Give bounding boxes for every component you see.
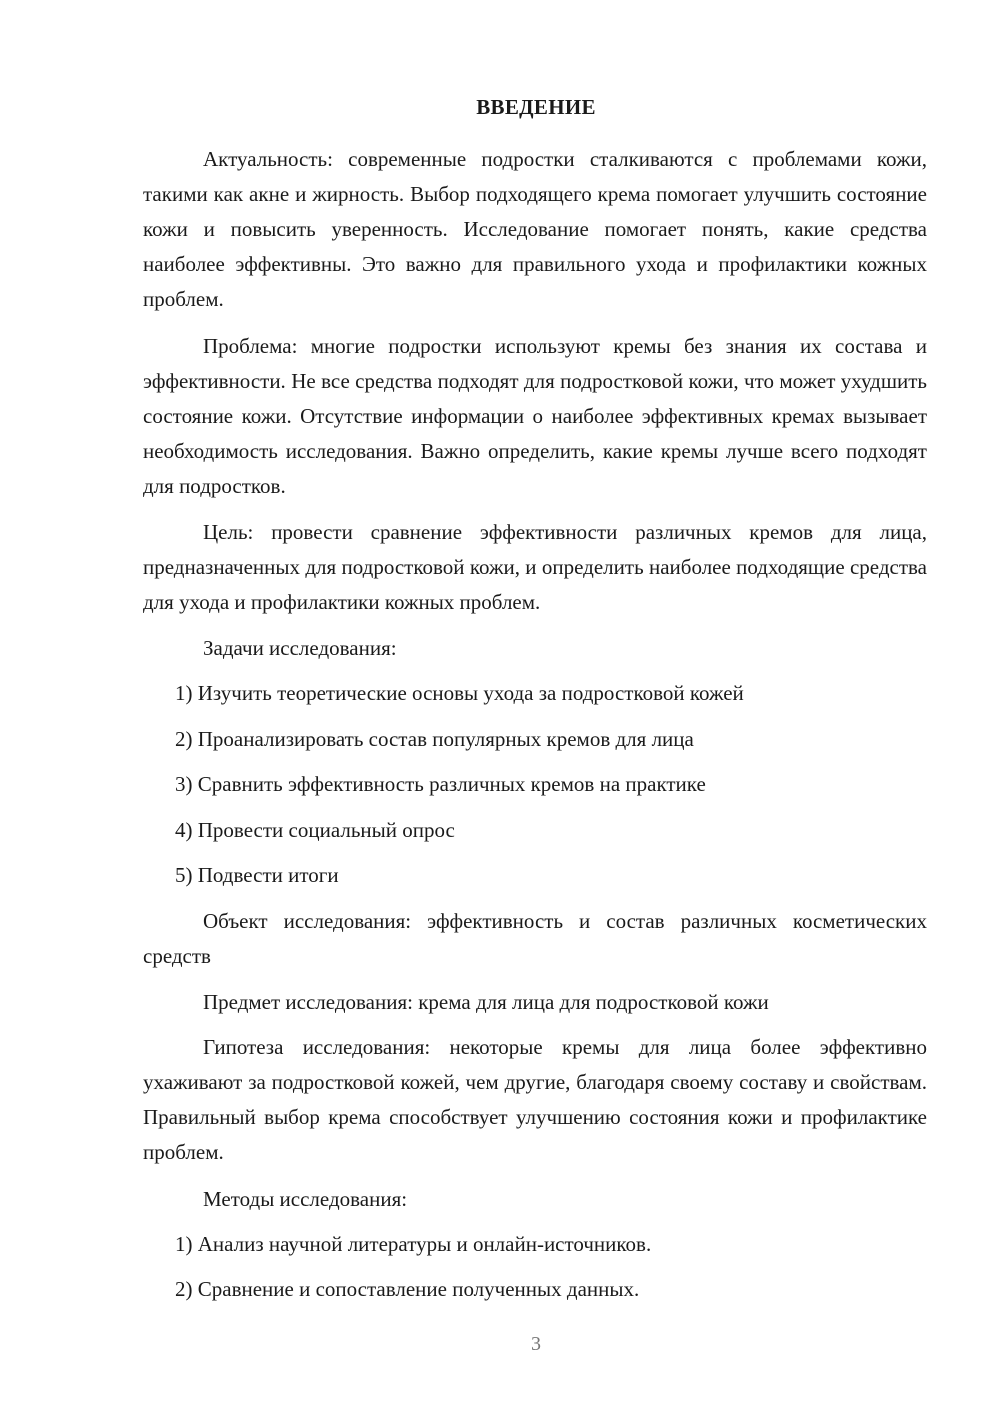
task-item: 3) Сравнить эффективность различных кремов на практике [175, 772, 706, 796]
paragraph-object: Объект исследования: эффективность и состав различных косметических средств [143, 909, 927, 968]
section-heading: ВВЕДЕНИЕ [476, 95, 596, 119]
task-item: 1) Изучить теоретические основы ухода за подростковой кожей [175, 681, 744, 705]
paragraph-problem: Проблема: многие подростки используют кремы без знания их состава и эффективности. Не все средства подходят для подростковой кожи, что может ухудшить состояние кожи. Отсутствие информации о наиболее эффективных кремах вызывает необходимость исследования. Важно определить, какие кремы лучше всего подходят для подростков. [143, 334, 927, 498]
paragraph-goal: Цель: провести сравнение эффективности различных кремов для лица, предназначенных для подростковой кожи, и определить наиболее подходящие средства для ухода и профилактики кожных проблем. [143, 520, 927, 614]
method-item: 2) Сравнение и сопоставление полученных данных. [175, 1277, 640, 1301]
page-number: 3 [531, 1333, 541, 1355]
paragraph-relevance: Актуальность: современные подростки сталкиваются с проблемами кожи, такими как акне и жирность. Выбор подходящего крема помогает улучшить состояние кожи и повысить уверенность. Исследование помогает понять, какие средства наиболее эффективны. Это важно для правильного ухода и профилактики кожных проблем. [143, 147, 927, 311]
methods-heading: Методы исследования: [203, 1187, 408, 1211]
paragraph-subject: Предмет исследования: крема для лица для подростковой кожи [203, 990, 769, 1014]
task-item: 5) Подвести итоги [175, 863, 339, 887]
method-item: 1) Анализ научной литературы и онлайн-источников. [175, 1232, 652, 1256]
task-item: 2) Проанализировать состав популярных кремов для лица [175, 727, 694, 751]
paragraph-hypothesis: Гипотеза исследования: некоторые кремы для лица более эффективно ухаживают за подростковой кожей, чем другие, благодаря своему составу и свойствам. Правильный выбор крема способствует улучшению состояния кожи и профилактике проблем. [143, 1035, 927, 1164]
tasks-heading: Задачи исследования: [203, 636, 397, 660]
task-item: 4) Провести социальный опрос [175, 818, 455, 842]
